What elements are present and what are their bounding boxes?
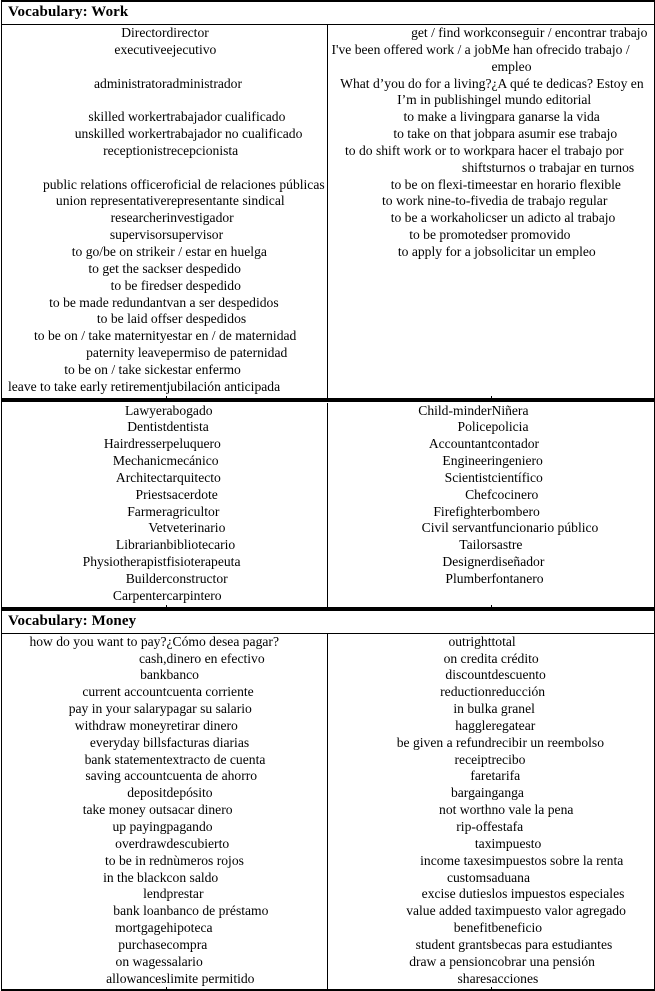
term-english-left: pay in your salary bbox=[68, 701, 167, 717]
term-spanish-right: sastre bbox=[491, 537, 523, 553]
term-spanish-right: total bbox=[491, 633, 516, 649]
term-spanish-left: mecánico bbox=[166, 453, 219, 469]
term-spanish-left: estar en / de maternidad bbox=[166, 328, 297, 344]
term-spanish-left: agricultor bbox=[166, 503, 220, 519]
term-english-right: Designer bbox=[328, 554, 492, 571]
section-bottom-rule-cell bbox=[328, 987, 492, 990]
term-spanish-right: aduana bbox=[491, 869, 530, 885]
term-spanish-right: descuento bbox=[491, 667, 546, 683]
term-english-right: outright bbox=[328, 633, 492, 650]
term-spanish-left: hipoteca bbox=[166, 920, 213, 936]
vocabulary-section-table bbox=[1, 400, 655, 609]
term-spanish-right bbox=[492, 295, 655, 312]
term-english-right bbox=[328, 345, 492, 362]
term-english-left: Mechanic bbox=[112, 453, 167, 469]
term-spanish-right bbox=[492, 311, 655, 328]
term-english-right: Scientist bbox=[328, 470, 492, 487]
term-spanish-left: ¿Cómo desea pagar? bbox=[166, 633, 279, 649]
term-spanish-right bbox=[492, 345, 655, 362]
term-spanish-left: prestar bbox=[166, 886, 204, 902]
term-english-left: to be on / take maternity bbox=[34, 328, 167, 344]
term-spanish-right bbox=[492, 379, 655, 396]
vocabulary-row bbox=[2, 403, 655, 420]
vocabulary-row bbox=[2, 143, 655, 177]
term-spanish-left: cuenta de ahorro bbox=[166, 768, 258, 784]
section-bottom-rule-cell bbox=[167, 396, 328, 399]
vocabulary-section-table bbox=[1, 609, 655, 991]
term-english-left: on wages bbox=[115, 953, 167, 969]
term-english-right: to take on that job bbox=[328, 126, 492, 143]
term-english-right: be given a refund bbox=[328, 735, 492, 752]
term-english-right: to apply for a job bbox=[328, 244, 492, 261]
term-english-right: not worth bbox=[328, 802, 492, 819]
vocabulary-row bbox=[2, 836, 655, 853]
term-english-left: administrator bbox=[94, 75, 167, 91]
term-english-right: student grants bbox=[328, 937, 492, 954]
term-english-left: to be in red bbox=[104, 852, 167, 868]
term-english-right: get / find work bbox=[328, 25, 492, 42]
term-english-right: to make a living bbox=[328, 109, 492, 126]
term-english-left: Physiotherapist bbox=[82, 554, 167, 570]
term-english-left: take money out bbox=[82, 802, 167, 818]
vocabulary-row bbox=[2, 886, 655, 903]
term-spanish-left: oficial de relaciones públicas bbox=[166, 176, 325, 192]
term-english-right: I've been offered work / a job bbox=[328, 42, 492, 76]
term-english-left: Hairdresser bbox=[103, 436, 167, 452]
term-english-left: to be laid off bbox=[96, 311, 167, 327]
term-spanish-left: trabajador no cualificado bbox=[166, 126, 303, 142]
term-spanish-right: estafa bbox=[491, 818, 524, 834]
vocabulary-row bbox=[2, 853, 655, 870]
term-spanish-left: jubilación anticipada bbox=[166, 378, 281, 394]
vocabulary-row bbox=[2, 227, 655, 244]
term-spanish-left: banco de préstamo bbox=[166, 903, 269, 919]
term-spanish-left: retirar dinero bbox=[166, 717, 238, 733]
term-spanish-right: ser un adicto al trabajo bbox=[491, 210, 616, 226]
term-english-right: to do shift work or to work shifts bbox=[328, 143, 492, 177]
term-spanish-left: abogado bbox=[166, 402, 213, 418]
term-english-left: allowances bbox=[106, 970, 167, 986]
vocabulary-row bbox=[2, 971, 655, 988]
term-spanish-left: compra bbox=[166, 936, 208, 952]
term-spanish-left: ser despedido bbox=[166, 277, 241, 293]
term-english-left: withdraw money bbox=[74, 717, 167, 733]
vocabulary-row bbox=[2, 345, 655, 362]
term-spanish-right: impuesto bbox=[491, 835, 542, 851]
term-spanish-right: para asumir ese trabajo bbox=[491, 126, 618, 142]
vocabulary-row bbox=[2, 470, 655, 487]
vocabulary-row bbox=[2, 295, 655, 312]
vocabulary-row bbox=[2, 537, 655, 554]
term-spanish-right: conseguir / encontrar trabajo bbox=[491, 25, 648, 40]
section-title: Vocabulary: Work bbox=[2, 1, 655, 25]
term-spanish-right: a granel bbox=[491, 701, 535, 717]
term-spanish-right: ingeniero bbox=[491, 453, 543, 469]
term-spanish-right: diseñador bbox=[491, 554, 545, 570]
term-english-left: Librarian bbox=[115, 537, 167, 553]
vocabulary-row bbox=[2, 42, 655, 76]
term-spanish-right: los impuestos especiales bbox=[491, 886, 625, 902]
vocabulary-row bbox=[2, 785, 655, 802]
term-spanish-right: acciones bbox=[491, 970, 539, 986]
term-spanish-right: regatear bbox=[491, 717, 536, 733]
term-spanish-left: descubierto bbox=[166, 835, 230, 851]
term-spanish-left: facturas diarias bbox=[166, 734, 250, 750]
term-english-right: value added tax bbox=[328, 903, 492, 920]
vocabulary-row bbox=[2, 667, 655, 684]
term-english-right: to be promoted bbox=[328, 227, 492, 244]
term-english-right bbox=[328, 328, 492, 345]
vocabulary-row bbox=[2, 870, 655, 887]
term-english-right: to be a workaholic bbox=[328, 210, 492, 227]
term-spanish-right: científico bbox=[491, 469, 543, 485]
term-spanish-left: con saldo bbox=[166, 869, 219, 885]
term-spanish-left: banco bbox=[166, 667, 199, 683]
vocabulary-row bbox=[2, 328, 655, 345]
term-spanish-left: cuenta corriente bbox=[166, 684, 254, 700]
term-english-left: Priest bbox=[135, 486, 167, 502]
section-header-row bbox=[2, 610, 655, 634]
section-bottom-rule-cell bbox=[2, 987, 167, 990]
vocabulary-row bbox=[2, 436, 655, 453]
term-spanish-right: estar en horario flexible bbox=[491, 176, 621, 192]
term-spanish-left: extracto de cuenta bbox=[166, 751, 266, 767]
section-bottom-rule bbox=[2, 605, 655, 608]
term-spanish-right: Niñera bbox=[491, 402, 529, 418]
term-english-right: income taxes bbox=[328, 853, 492, 870]
term-spanish-right: bombero bbox=[491, 503, 540, 519]
term-english-left: Dentist bbox=[127, 419, 167, 435]
vocabulary-row bbox=[2, 362, 655, 379]
term-spanish-left: ir / estar en huelga bbox=[166, 243, 267, 259]
term-spanish-left: salario bbox=[166, 953, 203, 969]
term-english-left: researcher bbox=[110, 210, 167, 226]
term-spanish-left: nùmeros rojos bbox=[166, 852, 244, 868]
vocabulary-row bbox=[2, 311, 655, 328]
section-bottom-rule-cell bbox=[328, 605, 492, 608]
term-spanish-left: ser despedidos bbox=[166, 311, 247, 327]
term-spanish-right: contador bbox=[491, 436, 540, 452]
section-bottom-rule-cell bbox=[167, 605, 328, 608]
term-english-right: Child-minder bbox=[328, 403, 492, 420]
vocabulary-row bbox=[2, 76, 655, 110]
term-spanish-left: representante sindical bbox=[166, 193, 285, 209]
term-english-left: to be made redundant bbox=[49, 294, 167, 310]
vocabulary-row bbox=[2, 768, 655, 785]
term-spanish-right: reducción bbox=[491, 684, 546, 700]
term-english-right: discount bbox=[328, 667, 492, 684]
vocabulary-row bbox=[2, 126, 655, 143]
section-bottom-rule bbox=[2, 987, 655, 990]
term-english-right: Civil servant bbox=[328, 520, 492, 537]
term-english-left: Carpenter bbox=[112, 587, 167, 603]
vocabulary-row bbox=[2, 261, 655, 278]
term-spanish-left: carpintero bbox=[166, 587, 222, 603]
term-english-left: union representative bbox=[55, 193, 167, 209]
term-english-right bbox=[328, 311, 492, 328]
term-spanish-left: recepcionista bbox=[166, 142, 239, 158]
term-english-right: Accountant bbox=[328, 436, 492, 453]
term-spanish-right: policia bbox=[491, 419, 529, 435]
term-spanish-right: para ganarse la vida bbox=[491, 109, 600, 125]
term-english-left: deposit bbox=[127, 785, 167, 801]
term-english-right: Engineer bbox=[328, 453, 492, 470]
term-english-right bbox=[328, 588, 492, 605]
vocabulary-row bbox=[2, 819, 655, 836]
term-english-left: executive bbox=[114, 41, 167, 57]
section-bottom-rule bbox=[2, 396, 655, 399]
term-spanish-right bbox=[492, 261, 655, 278]
term-spanish-left: pagar su salario bbox=[166, 701, 252, 717]
term-english-left: paternity leave bbox=[86, 345, 167, 361]
term-english-right: haggle bbox=[328, 718, 492, 735]
term-spanish-right: fontanero bbox=[491, 571, 544, 586]
term-english-right: bargain bbox=[328, 785, 492, 802]
term-spanish-left: supervisor bbox=[166, 227, 224, 243]
section-bottom-rule-cell bbox=[2, 396, 167, 399]
term-spanish-right: para hacer el trabajo por turnos o trabajar en turnos bbox=[491, 142, 635, 175]
term-spanish-right: impuestos sobre la renta bbox=[491, 852, 624, 868]
section-bottom-rule-cell bbox=[167, 987, 328, 990]
vocabulary-row bbox=[2, 554, 655, 571]
term-english-left: saving account bbox=[85, 768, 167, 784]
term-spanish-left: ejecutivo bbox=[166, 41, 217, 57]
term-english-left: bank bbox=[140, 667, 167, 683]
term-english-right: shares bbox=[328, 971, 492, 988]
term-english-right bbox=[328, 379, 492, 396]
term-english-left: to go/be on strike bbox=[71, 243, 167, 259]
vocabulary-section-table bbox=[1, 0, 655, 400]
term-spanish-right: funcionario público bbox=[491, 520, 599, 536]
vocabulary-row bbox=[2, 419, 655, 436]
vocabulary-row bbox=[2, 903, 655, 920]
term-spanish-right: no vale la pena bbox=[491, 802, 574, 818]
term-english-right: draw a pension bbox=[328, 954, 492, 971]
term-english-left: supervisor bbox=[109, 227, 167, 243]
term-english-right bbox=[328, 362, 492, 379]
term-english-right: in bulk bbox=[328, 701, 492, 718]
term-english-left: current account bbox=[82, 684, 167, 700]
section-header-row bbox=[2, 1, 655, 25]
term-spanish-right: solicitar un empleo bbox=[491, 243, 596, 259]
term-spanish-right bbox=[492, 328, 655, 345]
term-english-left: bank loan bbox=[113, 903, 167, 919]
term-english-right: on credit bbox=[328, 651, 492, 668]
section-bottom-rule-cell bbox=[492, 396, 655, 399]
term-english-left: lend bbox=[143, 886, 167, 902]
vocabulary-row bbox=[2, 651, 655, 668]
vocabulary-row bbox=[2, 718, 655, 735]
vocabulary-row bbox=[2, 802, 655, 819]
vocabulary-row bbox=[2, 588, 655, 605]
term-spanish-left: dentista bbox=[166, 419, 209, 435]
term-english-left: to get the sack bbox=[88, 260, 167, 276]
section-bottom-rule-cell bbox=[328, 396, 492, 399]
term-english-right: reduction bbox=[328, 684, 492, 701]
term-spanish-right: dia de trabajo regular bbox=[491, 193, 608, 209]
vocabulary-row bbox=[2, 684, 655, 701]
term-english-right: customs bbox=[328, 870, 492, 887]
term-spanish-left: veterinario bbox=[166, 520, 226, 536]
vocabulary-row bbox=[2, 752, 655, 769]
term-spanish-left: peluquero bbox=[166, 436, 221, 452]
term-english-left: in the black bbox=[103, 869, 167, 885]
term-english-right bbox=[328, 261, 492, 278]
term-english-left: overdraw bbox=[115, 835, 167, 851]
term-english-right: to be on flexi-time bbox=[328, 177, 492, 194]
term-spanish-left: fisioterapeuta bbox=[166, 554, 241, 570]
term-spanish-right: impuesto valor agregado bbox=[491, 903, 626, 919]
term-english-left: cash, bbox=[138, 650, 167, 666]
term-spanish-left: estar enfermo bbox=[166, 361, 241, 377]
vocabulary-row bbox=[2, 504, 655, 521]
term-spanish-left: arquitecto bbox=[166, 469, 221, 485]
term-spanish-right bbox=[492, 362, 655, 379]
term-english-right: Plumber bbox=[328, 571, 492, 588]
vocabulary-row bbox=[2, 278, 655, 295]
term-english-left: everyday bills bbox=[89, 734, 167, 750]
term-english-left: to be on / take sick bbox=[64, 361, 167, 377]
term-spanish-left: trabajador cualificado bbox=[166, 109, 286, 125]
term-english-right: benefit bbox=[328, 920, 492, 937]
vocabulary-row bbox=[2, 177, 655, 194]
term-spanish-right: beneficio bbox=[491, 920, 543, 936]
term-english-left: Vet bbox=[148, 520, 167, 536]
term-spanish-right: a crédito bbox=[491, 650, 539, 666]
vocabulary-row bbox=[2, 25, 655, 42]
term-spanish-right: ser promovido bbox=[491, 227, 571, 243]
term-english-left: to be fired bbox=[110, 277, 167, 293]
term-spanish-left: limite permitido bbox=[166, 970, 255, 986]
term-english-left: Architect bbox=[115, 469, 167, 485]
term-english-right: fare bbox=[328, 768, 492, 785]
term-english-right: to work nine-to-five bbox=[328, 193, 492, 210]
term-english-right: excise duties bbox=[328, 886, 492, 903]
term-spanish-right bbox=[492, 588, 655, 605]
section-title: Vocabulary: Money bbox=[2, 610, 655, 634]
term-english-left: mortgage bbox=[115, 920, 167, 936]
term-spanish-right: becas para estudiantes bbox=[491, 936, 613, 952]
term-english-left: Lawyer bbox=[124, 402, 167, 418]
term-spanish-right: tarifa bbox=[491, 768, 521, 784]
term-spanish-left: administrador bbox=[166, 75, 243, 91]
term-spanish-left: bibliotecario bbox=[166, 537, 236, 553]
term-english-right: Tailor bbox=[328, 537, 492, 554]
term-english-left: Builder bbox=[125, 571, 167, 586]
term-english-left: unskilled worker bbox=[74, 126, 167, 142]
term-english-left: leave to take early retirement bbox=[7, 378, 167, 394]
term-english-right: Chef bbox=[328, 487, 492, 504]
term-spanish-right: cocinero bbox=[491, 486, 539, 502]
vocabulary-row bbox=[2, 193, 655, 210]
term-spanish-left: sacar dinero bbox=[166, 802, 233, 818]
vocabulary-row bbox=[2, 701, 655, 718]
vocabulary-row bbox=[2, 453, 655, 470]
term-english-right bbox=[328, 278, 492, 295]
vocabulary-row bbox=[2, 954, 655, 971]
vocabulary-row bbox=[2, 487, 655, 504]
term-spanish-left: ser despedido bbox=[166, 260, 241, 276]
term-spanish-right: Me han ofrecido trabajo / empleo bbox=[491, 41, 630, 74]
vocabulary-row bbox=[2, 210, 655, 227]
term-spanish-left: depósito bbox=[166, 785, 213, 801]
term-spanish-left: sacerdote bbox=[166, 486, 218, 502]
section-bottom-rule-cell bbox=[492, 605, 655, 608]
term-spanish-right: cobrar una pensión bbox=[491, 953, 595, 969]
term-english-right: tax bbox=[328, 836, 492, 853]
vocabulary-row bbox=[2, 937, 655, 954]
term-english-left: purchase bbox=[118, 936, 167, 952]
term-english-right bbox=[328, 295, 492, 312]
vocabulary-row bbox=[2, 379, 655, 396]
term-spanish-right: ganga bbox=[491, 785, 524, 801]
term-english-right: What d’you do for a living? I’m in publishing bbox=[328, 76, 492, 110]
vocabulary-row bbox=[2, 571, 655, 588]
term-english-left: up paying bbox=[112, 818, 167, 834]
term-spanish-right bbox=[492, 278, 655, 295]
vocabulary-row bbox=[2, 735, 655, 752]
term-english-left: how do you want to pay? bbox=[29, 633, 167, 649]
vocabulary-row bbox=[2, 520, 655, 537]
term-spanish-left: dinero en efectivo bbox=[166, 650, 265, 666]
vocabulary-row bbox=[2, 633, 655, 650]
term-spanish-left: constructor bbox=[166, 571, 228, 586]
term-spanish-right: recibir un reembolso bbox=[491, 734, 604, 750]
term-spanish-left: director bbox=[166, 25, 209, 40]
term-english-right: Police bbox=[328, 419, 492, 436]
vocabulary-row bbox=[2, 109, 655, 126]
term-spanish-left: pagando bbox=[166, 818, 213, 834]
term-english-left: bank statement bbox=[84, 751, 167, 767]
term-spanish-right: recibo bbox=[491, 751, 526, 767]
term-english-left: Director bbox=[121, 25, 167, 40]
term-spanish-left: van a ser despedidos bbox=[166, 294, 279, 310]
section-bottom-rule-cell bbox=[2, 605, 167, 608]
term-spanish-left: investigador bbox=[166, 210, 234, 226]
term-english-right: rip-off bbox=[328, 819, 492, 836]
term-english-left: public relations officer bbox=[42, 176, 167, 192]
term-english-left: skilled worker bbox=[88, 109, 167, 125]
vocabulary-row bbox=[2, 244, 655, 261]
term-english-right: receipt bbox=[328, 752, 492, 769]
section-bottom-rule-cell bbox=[492, 987, 655, 990]
term-english-left: receptionist bbox=[103, 142, 167, 158]
term-spanish-right: ¿A qué te dedicas? Estoy en el mundo editorial bbox=[491, 75, 644, 108]
term-english-left: Farmer bbox=[127, 503, 167, 519]
term-spanish-left: permiso de paternidad bbox=[166, 345, 288, 361]
term-english-right: Firefighter bbox=[328, 504, 492, 521]
vocabulary-row bbox=[2, 920, 655, 937]
